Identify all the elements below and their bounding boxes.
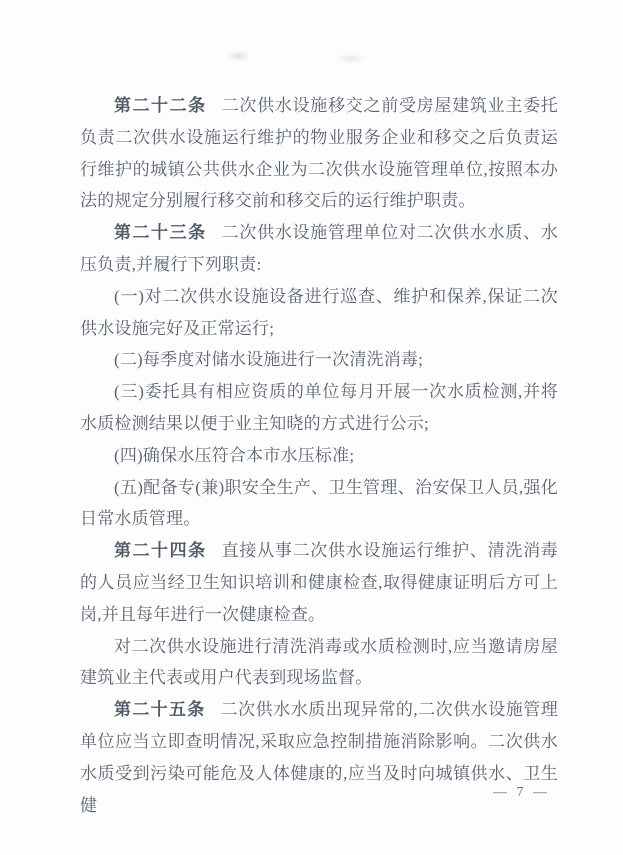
article-25-text: 二次供水水质出现异常的,二次供水设施管理单位应当立即查明情况,采取应急控制措施消除影响。二次供水水质受到污染可能危及人体健康的,应当及时向城镇供水、卫生健 xyxy=(80,700,559,815)
article-22 xyxy=(80,90,558,217)
article-25-number: 第二十五条 xyxy=(114,700,206,720)
duty-item-5-text: (五)配备专(兼)职安全生产、卫生管理、治安保卫人员,强化日常水质管理。 xyxy=(80,477,558,529)
article-23 xyxy=(80,217,558,281)
article-22-text: 二次供水设施移交之前受房屋建筑业主委托负责二次供水设施运行维护的物业服务企业和移交之后负责运行维护的城镇公共供水企业为二次供水设施管理单位,按照本办法的规定分别履行移交前和移交后的运行维护职责。 xyxy=(80,96,558,211)
duty-item-2 xyxy=(80,344,558,376)
scan-artifact xyxy=(228,51,250,61)
article-24-supplement xyxy=(80,631,558,695)
article-23-number: 第二十三条 xyxy=(114,223,207,243)
article-25 xyxy=(80,694,558,821)
article-24-number: 第二十四条 xyxy=(114,541,207,561)
duty-item-4-text: (四)确保水压符合本市水压标准; xyxy=(114,445,355,465)
article-23-text: 二次供水设施管理单位对二次供水水质、水压负责,并履行下列职责: xyxy=(80,223,558,274)
article-24-supplement-text: 对二次供水设施进行清洗消毒或水质检测时,应当邀请房屋建筑业主代表或用户代表到现场监督。 xyxy=(80,636,558,688)
document-body xyxy=(80,90,558,821)
duty-item-1-text: (一)对二次供水设施设备进行巡查、维护和保养,保证二次供水设施完好及正常运行; xyxy=(80,286,558,338)
article-22-number: 第二十二条 xyxy=(114,96,207,115)
duty-item-1 xyxy=(80,281,558,345)
article-24 xyxy=(80,535,558,630)
duty-item-3 xyxy=(80,376,558,440)
duty-item-5 xyxy=(80,472,558,536)
duty-item-3-text: (三)委托具有相应资质的单位每月开展一次水质检测,并将水质检测结果以便于业主知晓的方式进行公示; xyxy=(80,382,558,433)
scan-artifact xyxy=(336,54,366,63)
page-number: — 7 — xyxy=(493,785,550,800)
duty-item-4 xyxy=(80,440,558,472)
article-24-text: 直接从事二次供水设施运行维护、清洗消毒的人员应当经卫生知识培训和健康检查,取得健康证明后方可上岗,并且每年进行一次健康检查。 xyxy=(80,541,558,624)
duty-item-2-text: (二)每季度对储水设施进行一次清洗消毒; xyxy=(114,350,424,370)
